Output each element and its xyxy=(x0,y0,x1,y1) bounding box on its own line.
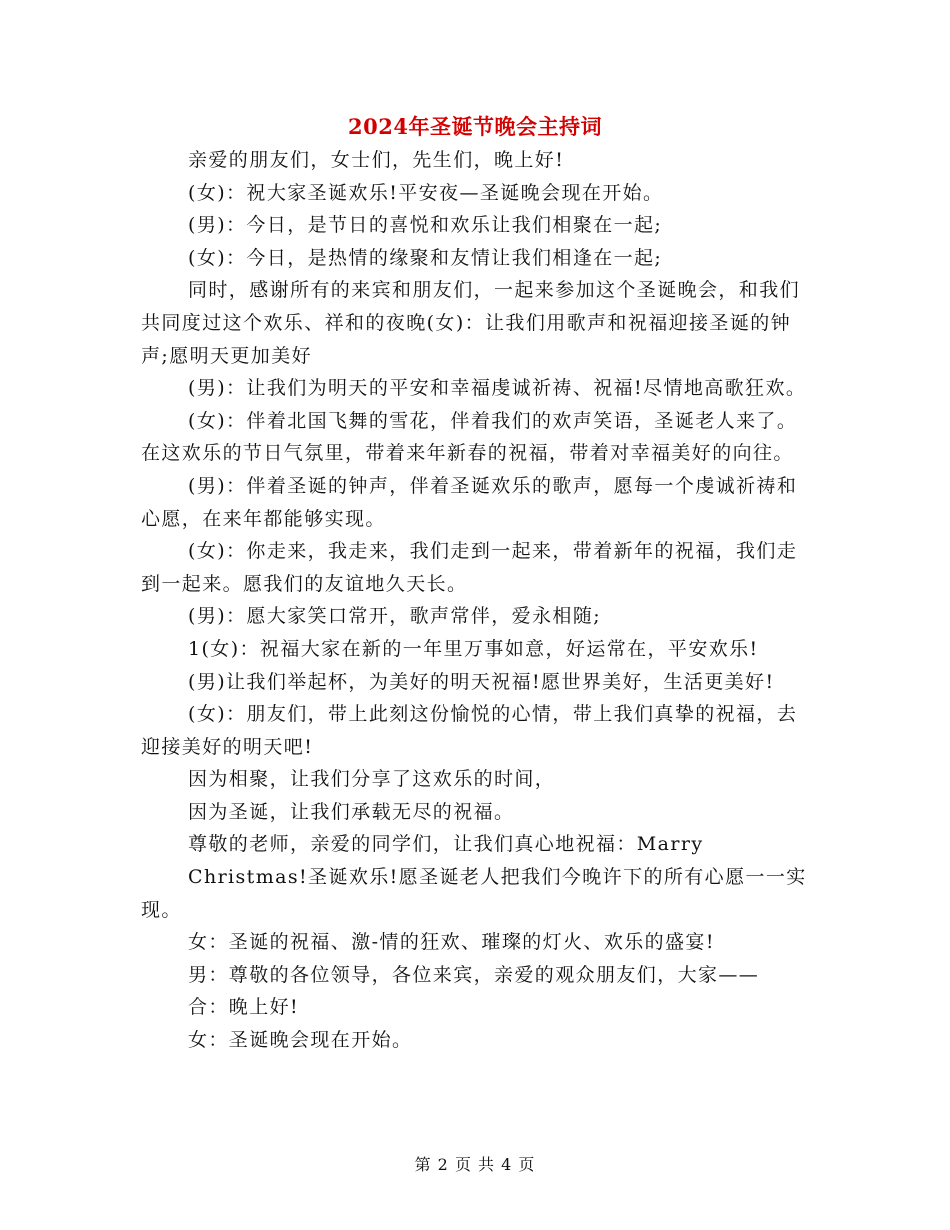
paragraph: (男)：伴着圣诞的钟声，伴着圣诞欢乐的歌声，愿每一个虔诚祈祷和心愿，在来年都能够实现。 xyxy=(141,474,798,530)
paragraph: 女：圣诞的祝福、激-情的狂欢、璀璨的灯火、欢乐的盛宴! xyxy=(188,931,715,954)
paragraph: 因为相聚，让我们分享了这欢乐的时间， xyxy=(188,768,556,791)
paragraph: (男)：今日，是节日的喜悦和欢乐让我们相聚在一起; xyxy=(188,214,663,237)
paragraph: 合：晚上好! xyxy=(188,996,300,1019)
paragraph: Christmas!圣诞欢乐!愿圣诞老人把我们今晚许下的所有心愿一一实现。 xyxy=(141,866,807,921)
paragraph: 尊敬的老师，亲爱的同学们，让我们真心地祝福：Marry xyxy=(188,833,704,856)
document-title: 2024年圣诞节晚会主持词 xyxy=(348,114,602,139)
paragraph: 亲爱的朋友们，女士们，先生们，晚上好! xyxy=(188,149,565,171)
paragraph: (女)：今日，是热情的缘聚和友情让我们相逢在一起; xyxy=(188,246,663,269)
paragraph: 因为圣诞，让我们承载无尽的祝福。 xyxy=(188,800,515,823)
paragraph: (男)：愿大家笑口常开，歌声常伴，爱永相随; xyxy=(188,605,602,628)
paragraph: (男)让我们举起杯，为美好的明天祝福!愿世界美好，生活更美好! xyxy=(188,670,775,693)
paragraph: 1(女)：祝福大家在新的一年里万事如意，好运常在，平安欢乐! xyxy=(188,637,759,660)
paragraph: (女)：朋友们，带上此刻这份愉悦的心情，带上我们真挚的祝福，去迎接美好的明天吧! xyxy=(141,703,798,758)
paragraph: 女：圣诞晚会现在开始。 xyxy=(188,1029,413,1052)
paragraph: 同时，感谢所有的来宾和朋友们，一起来参加这个圣诞晚会，和我们共同度过这个欢乐、祥和的夜晚(女)：让我们用歌声和祝福迎接圣诞的钟声;愿明天更加美好 xyxy=(141,279,801,367)
document-body xyxy=(141,144,813,1057)
paragraph: (女)：你走来，我走来，我们走到一起来，带着新年的祝福，我们走到一起来。愿我们的友谊地久天长。 xyxy=(141,540,798,595)
page-number-footer: 第 2 页 共 4 页 xyxy=(414,1155,536,1174)
paragraph: 男：尊敬的各位领导，各位来宾，亲爱的观众朋友们，大家—— xyxy=(188,963,760,986)
paragraph: (女)：伴着北国飞舞的雪花，伴着我们的欢声笑语，圣诞老人来了。在这欢乐的节日气氛里，带着来年新春的祝福，带着对幸福美好的向往。 xyxy=(141,409,798,465)
paragraph: (男)：让我们为明天的平安和幸福虔诚祈祷、祝福!尽情地高歌狂欢。 xyxy=(188,377,807,400)
paragraph: (女)：祝大家圣诞欢乐!平安夜—圣诞晚会现在开始。 xyxy=(188,181,664,204)
